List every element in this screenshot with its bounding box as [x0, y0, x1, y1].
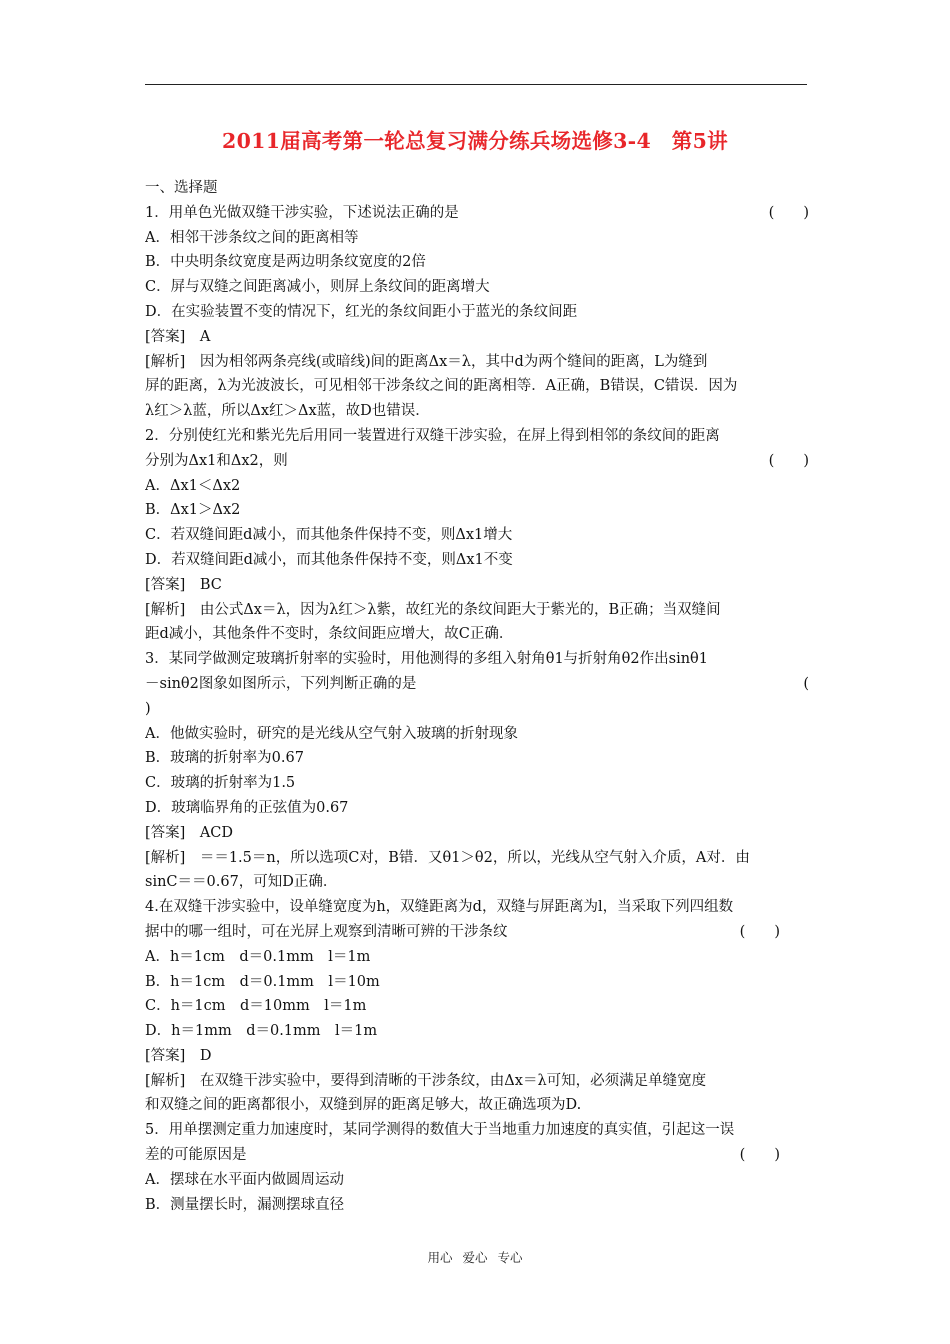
line-text: C．屏与双缝之间距离减小，则屏上条纹间的距离增大 — [145, 279, 490, 296]
line-text: [答案] A — [145, 328, 211, 345]
line-text: sinC＝＝0.67，可知D正确． — [145, 874, 338, 891]
text-line — [145, 325, 809, 350]
line-text: 一、选择题 — [145, 180, 218, 196]
text-line — [145, 275, 809, 300]
text-line — [145, 523, 809, 548]
line-text: A．相邻干涉条纹之间的距离相等 — [145, 229, 359, 246]
line-text: C．若双缝间距d减小，而其他条件保持不变，则Δx1增大 — [145, 527, 513, 544]
text-line — [145, 1143, 809, 1168]
line-text: [解析] ＝＝1.5＝n，所以选项C对，B错．又θ1＞θ2，所以，光线从空气射入介质，A对．由 — [145, 849, 750, 866]
line-text: 1．用单色光做双缝干涉实验，下述说法正确的是 — [145, 204, 459, 221]
text-line — [145, 176, 809, 201]
text-line — [145, 895, 809, 920]
text-line — [145, 945, 809, 970]
document-body — [145, 176, 809, 1217]
text-line — [145, 746, 809, 771]
text-line — [145, 374, 809, 399]
line-text: B．中央明条纹宽度是两边明条纹宽度的2倍 — [145, 254, 426, 271]
answer-parentheses: ( — [803, 675, 809, 692]
text-line — [145, 598, 809, 623]
line-text: D．h＝1mm d＝0.1mm l＝1m — [145, 1023, 378, 1040]
text-line — [145, 970, 809, 995]
text-line — [145, 498, 809, 523]
line-text: [解析] 因为相邻两条亮线(或暗线)间的距离Δx＝λ，其中d为两个缝间的距离，L为缝到 — [145, 353, 708, 370]
text-line — [145, 1193, 809, 1218]
line-text: A．Δx1＜Δx2 — [145, 477, 241, 494]
text-line — [145, 399, 809, 424]
line-text: 和双缝之间的距离都很小，双缝到屏的距离足够大，故正确选项为D. — [145, 1097, 582, 1114]
text-line — [145, 573, 809, 598]
answer-parentheses: ( ) — [739, 1147, 809, 1164]
answer-parentheses: ( ) — [768, 204, 809, 221]
text-line — [145, 424, 809, 449]
text-line — [145, 722, 809, 747]
line-text: [答案] ACD — [145, 824, 234, 841]
text-line — [145, 474, 809, 499]
header-rule — [145, 84, 807, 85]
line-text: －sinθ2图象如图所示，下列判断正确的是 — [145, 675, 417, 692]
answer-parentheses: ( ) — [768, 452, 809, 469]
line-text: 2．分别使红光和紫光先后用同一装置进行双缝干涉实验，在屏上得到相邻的条纹间的距离 — [145, 427, 720, 444]
line-text: B．测量摆长时，漏测摆球直径 — [145, 1196, 345, 1213]
text-line — [145, 796, 809, 821]
line-text: D．玻璃临界角的正弦值为0.67 — [145, 799, 349, 816]
text-line — [145, 300, 809, 325]
text-line — [145, 821, 809, 846]
text-line — [145, 1118, 809, 1143]
text-line — [145, 449, 809, 474]
line-text: B．玻璃的折射率为0.67 — [145, 750, 304, 767]
line-text: 距d减小，其他条件不变时，条纹间距应增大，故C正确． — [145, 626, 514, 643]
line-text: [解析] 在双缝干涉实验中，要得到清晰的干涉条纹，由Δx＝λ可知，必须满足单缝宽度 — [145, 1072, 707, 1089]
line-text: [答案] D — [145, 1047, 212, 1064]
text-line — [145, 350, 809, 375]
text-line — [145, 647, 809, 672]
line-text: 4.在双缝干涉实验中，设单缝宽度为h，双缝距离为d，双缝与屏距离为l，当采取下列四组数 — [145, 899, 734, 916]
page-title: 2011届高考第一轮总复习满分练兵场选修3-4 第5讲 — [222, 129, 728, 153]
line-text: D．若双缝间距d减小，而其他条件保持不变，则Δx1不变 — [145, 551, 513, 568]
text-line — [145, 250, 809, 275]
line-text: A．他做实验时，研究的是光线从空气射入玻璃的折射现象 — [145, 725, 518, 742]
text-line — [145, 1019, 809, 1044]
line-text: B．h＝1cm d＝0.1mm l＝10m — [145, 973, 380, 990]
line-text: A．摆球在水平面内做圆周运动 — [145, 1171, 344, 1188]
text-line — [145, 697, 809, 722]
text-line — [145, 201, 809, 226]
line-text: C．玻璃的折射率为1.5 — [145, 775, 296, 792]
line-text: D．在实验装置不变的情况下，红光的条纹间距小于蓝光的条纹间距 — [145, 303, 578, 320]
text-line — [145, 226, 809, 251]
line-text: 分别为Δx1和Δx2，则 — [145, 452, 288, 469]
line-text: 据中的哪一组时，可在光屏上观察到清晰可辨的干涉条纹 — [145, 923, 508, 940]
line-text: ) — [145, 700, 151, 717]
text-line — [145, 846, 809, 871]
text-line — [145, 870, 809, 895]
text-line — [145, 1069, 809, 1094]
line-text: 差的可能原因是 — [145, 1147, 247, 1164]
text-line — [145, 548, 809, 573]
line-text: λ红＞λ蓝，所以Δx红＞Δx蓝，故D也错误． — [145, 403, 430, 420]
text-line — [145, 1044, 809, 1069]
answer-parentheses: ( ) — [739, 923, 809, 940]
text-line — [145, 920, 809, 945]
line-text: 5．用单摆测定重力加速度时，某同学测得的数值大于当地重力加速度的真实值，引起这一误 — [145, 1122, 735, 1139]
text-line — [145, 771, 809, 796]
line-text: C．h＝1cm d＝10mm l＝1m — [145, 998, 367, 1015]
text-line — [145, 622, 809, 647]
text-line — [145, 1093, 809, 1118]
line-text: 屏的距离，λ为光波波长，可见相邻干涉条纹之间的距离相等．A正确，B错误，C错误．因为 — [145, 378, 738, 395]
line-text: [答案] BC — [145, 576, 222, 593]
page-footer: 用心 爱心 专心 — [427, 1250, 523, 1265]
text-line — [145, 672, 809, 697]
text-line — [145, 994, 809, 1019]
line-text: A．h＝1cm d＝0.1mm l＝1m — [145, 948, 371, 965]
line-text: B．Δx1＞Δx2 — [145, 502, 241, 519]
text-line — [145, 1168, 809, 1193]
line-text: 3．某同学做测定玻璃折射率的实验时，用他测得的多组入射角θ1与折射角θ2作出sinθ1 — [145, 651, 709, 668]
line-text: [解析] 由公式Δx＝λ，因为λ红＞λ紫，故红光的条纹间距大于紫光的，B正确；当双缝间 — [145, 601, 721, 618]
